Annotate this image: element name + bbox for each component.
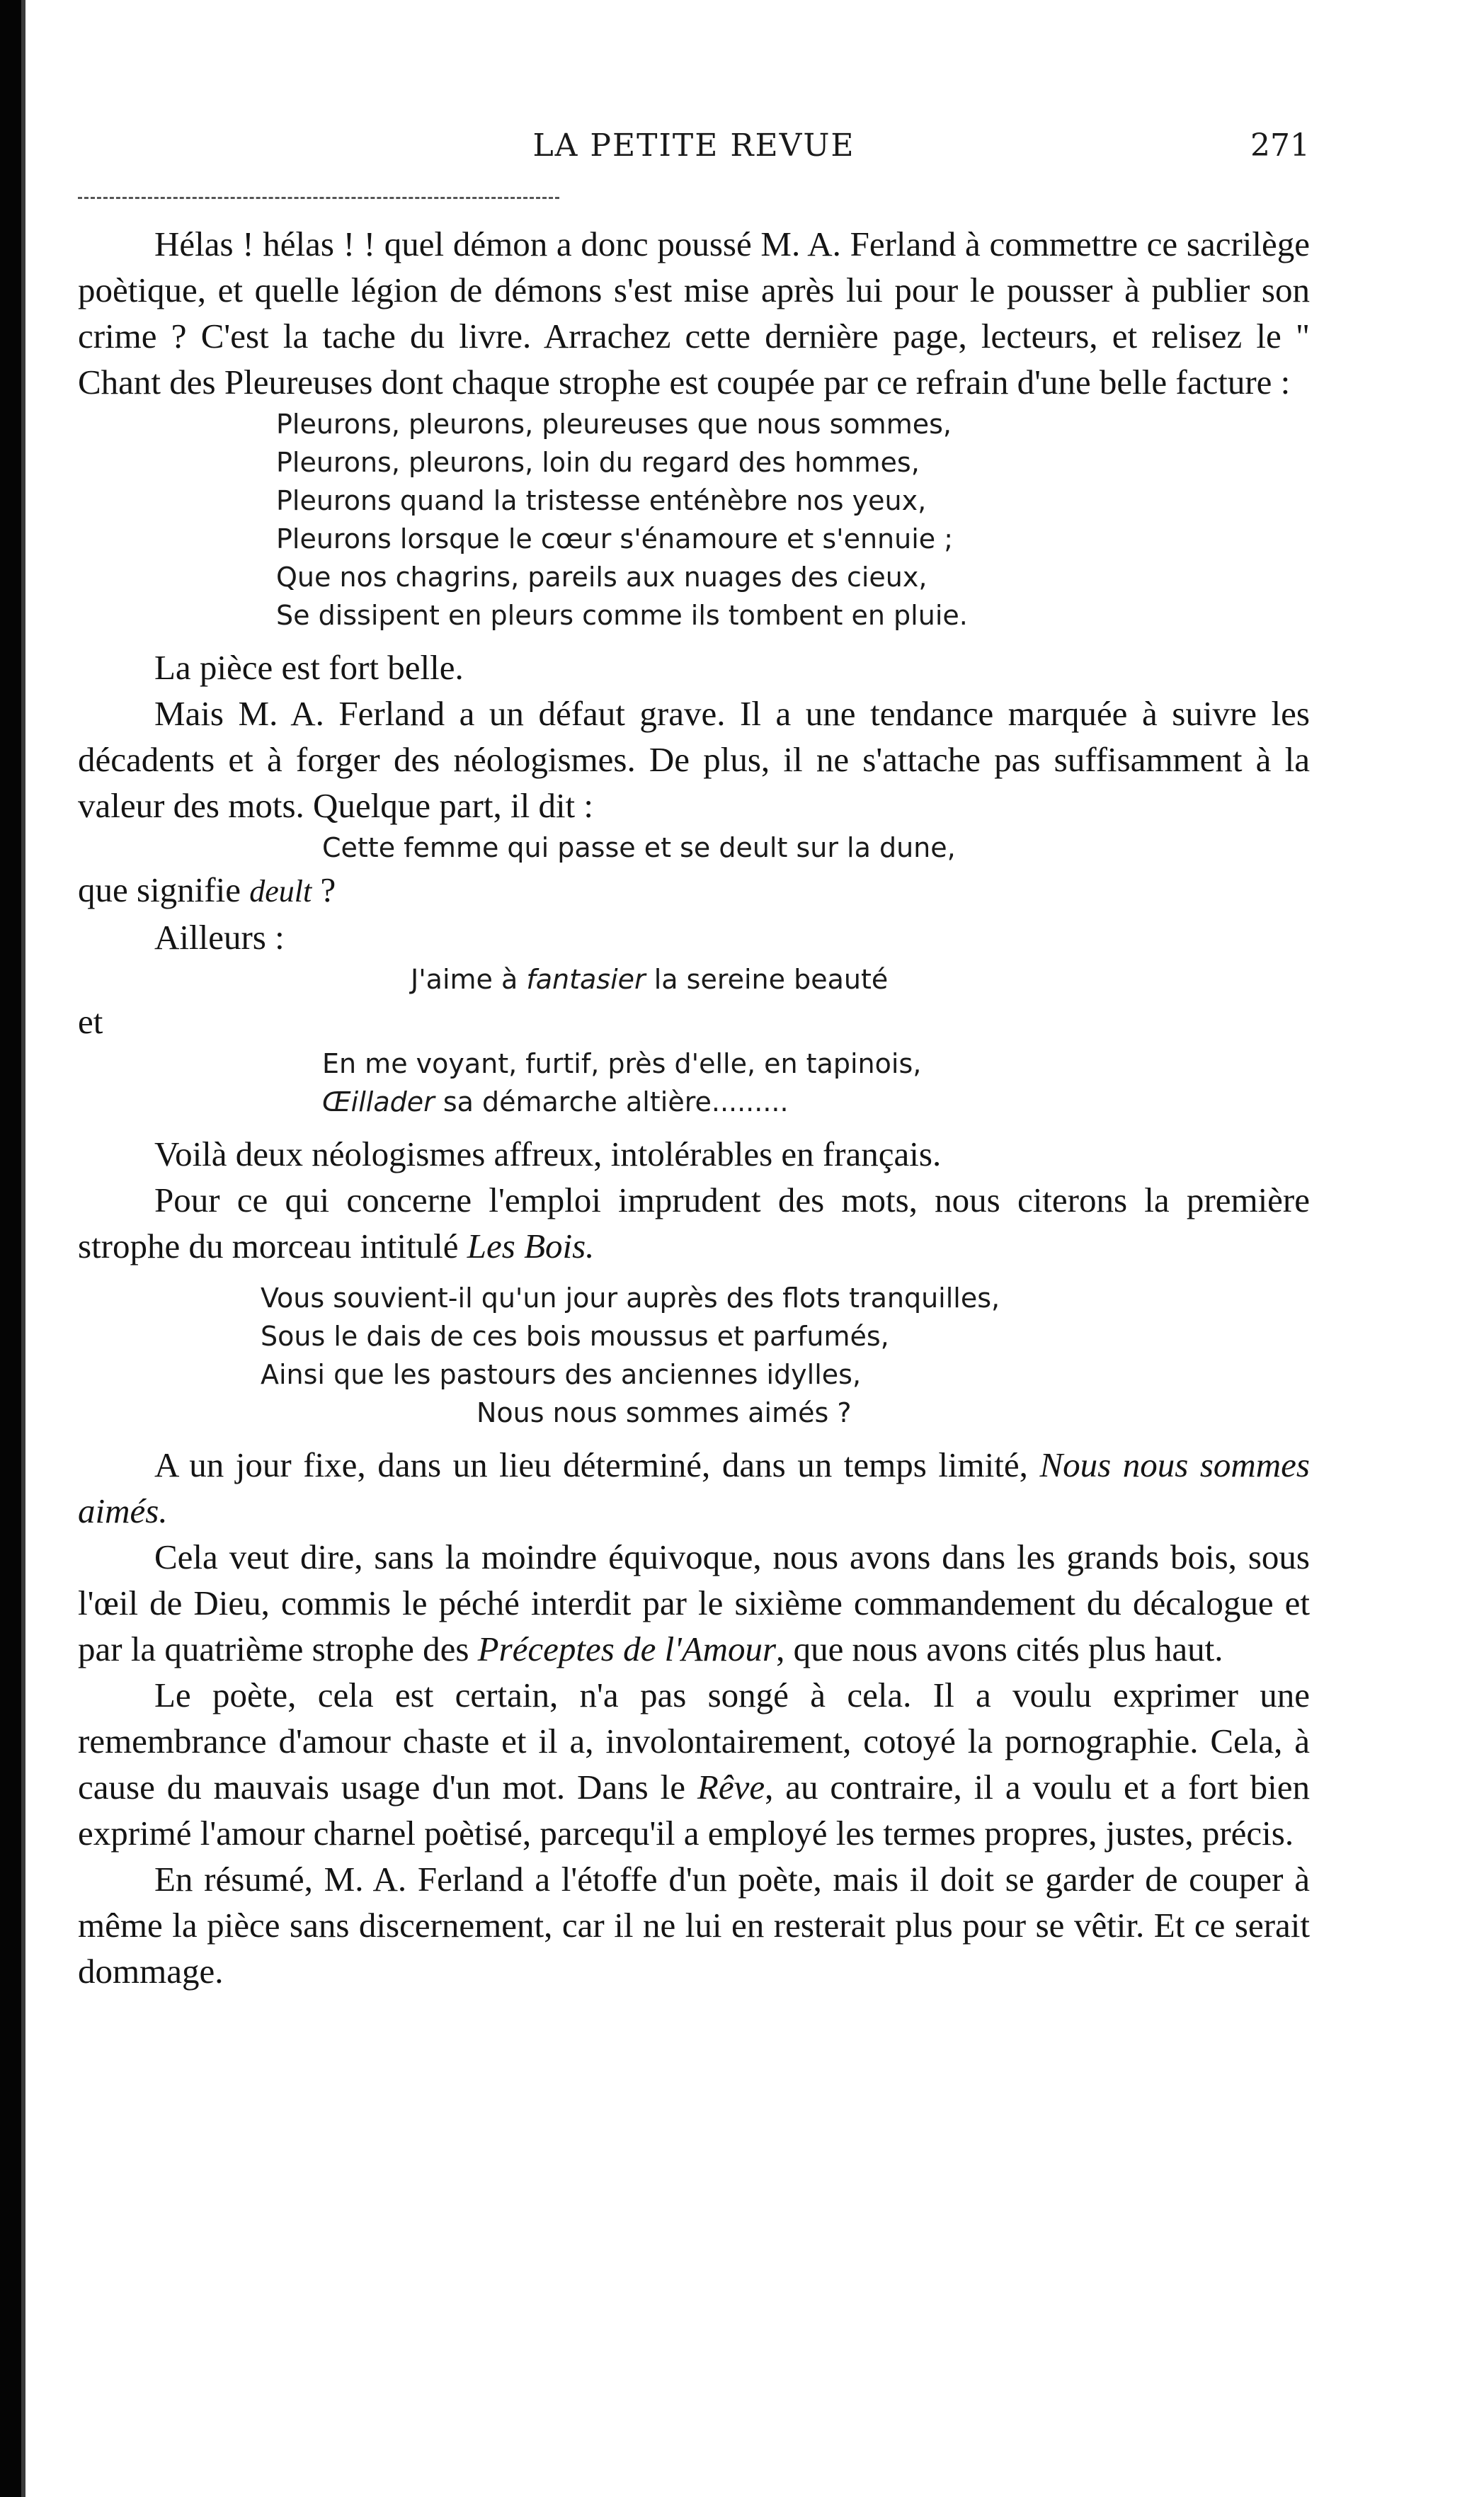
verse-italic: Œillader [322, 1086, 435, 1117]
verse-quote-fantasier [411, 960, 1310, 999]
page-header [78, 127, 1310, 177]
paragraph-10 [78, 1534, 1310, 1672]
paragraph-6: et [78, 1002, 103, 1041]
paragraph-10-italic: Préceptes de l'Amour [477, 1629, 777, 1668]
verse-line: En me voyant, furtif, près d'elle, en tapinois, [322, 1048, 922, 1079]
verse-line: Sous le dais de ces bois moussus et parfumés, [261, 1321, 889, 1352]
running-title: LA PETITE REVUE [532, 127, 855, 164]
verse-refrain [276, 405, 1310, 635]
paragraph-1: Hélas ! hélas ! ! quel démon a donc poussé M. A. Ferland à commettre ce sacrilège poètique, et quelle légion de démons s'est mise après lui pour le pousser à publier son crime ? C'est la tache du livre. Arrachez cette dernière page, lecteurs, et relisez le " Chant des Pleureuses dont chaque strophe est coupée par ce refrain d'une belle facture : [78, 224, 1310, 402]
verse-line: Ainsi que les pastours des anciennes idylles, [261, 1359, 862, 1390]
paragraph-8-text: Pour ce qui concerne l'emploi imprudent des mots, nous citerons la première strophe du morceau intitulé [78, 1181, 1310, 1265]
paragraph-2: La pièce est fort belle. [154, 648, 464, 687]
verse-quote-oeillader [322, 1045, 1310, 1121]
verse-line [411, 960, 1310, 999]
verse-line: Vous souvient-il qu'un jour auprès des flots tranquilles, [261, 1282, 1000, 1314]
paragraph-10-end: , que nous avons cités plus haut. [776, 1629, 1223, 1668]
paragraph-8-italic: Les Bois. [467, 1227, 595, 1265]
paragraph-10-text: Cela veut dire, sans la moindre équivoque, nous avons dans les grands bois, sous l'œil de Dieu, commis le péché interdit par le sixième commandement du décalogue et par la quatrième strophe des [78, 1537, 1310, 1668]
verse-line: Cette femme qui passe et se deult sur la dune, [322, 832, 956, 863]
page-number: 271 [1250, 127, 1310, 164]
paragraph-11-end: , au contraire, il a voulu et a fort bien exprimé l'amour charnel poètisé, parcequ'il a employé les termes propres, justes, précis. [78, 1768, 1311, 1853]
verse-line [322, 1083, 1310, 1121]
page-body [78, 221, 1310, 1994]
paragraph-8 [78, 1177, 1310, 1269]
paragraph-9-italic: Nous nous sommes aimés. [78, 1445, 1311, 1530]
paragraph-7: Voilà deux néologismes affreux, intolérables en français. [154, 1134, 942, 1173]
verse-line: Que nos chagrins, pareils aux nuages des cieux, [276, 562, 928, 593]
verse-text: sa démarche altière......... [434, 1086, 789, 1117]
verse-line: Pleurons quand la tristesse enténèbre nos yeux, [276, 485, 927, 516]
paragraph-11-text: Le poète, cela est certain, n'a pas songé à cela. Il a voulu exprimer une remembrance d'amour chaste et il a, involontairement, cotoyé la pornographie. Cela, à cause du mauvais usage d'un mot. Dans le [78, 1676, 1310, 1807]
paragraph-9-text: A un jour fixe, dans un lieu déterminé, dans un temps limité, [154, 1445, 1040, 1484]
paragraph-11-italic: Rêve [697, 1768, 765, 1807]
verse-text: J'aime à [411, 964, 527, 995]
paragraph-12: En résumé, M. A. Ferland a l'étoffe d'un poète, mais il doit se garder de couper à même la pièce sans discernement, car il ne lui en resterait plus pour se vêtir. Et ce serait dommage. [78, 1860, 1310, 1991]
book-spine-shadow [21, 0, 25, 2497]
verse-line: Pleurons, pleurons, loin du regard des hommes, [276, 447, 920, 478]
verse-line: Nous nous sommes aimés ? [476, 1397, 852, 1428]
paragraph-4 [78, 867, 1310, 914]
verse-quote-deult [322, 829, 1310, 867]
paragraph-4-end: ? [312, 870, 336, 909]
verse-les-bois [261, 1279, 1310, 1432]
paragraph-4-text: que signifie [78, 870, 250, 909]
verse-italic: fantasier [526, 964, 646, 995]
verse-line: Pleurons, pleurons, pleureuses que nous sommes, [276, 409, 952, 440]
paragraph-11 [78, 1672, 1310, 1856]
paragraph-3: Mais M. A. Ferland a un défaut grave. Il a une tendance marquée à suivre les décadents et à forger des néologismes. De plus, il ne s'attache pas suffisamment à la valeur des mots. Quelque part, il dit : [78, 694, 1310, 825]
verse-line: Se dissipent en pleurs comme ils tombent en pluie. [276, 600, 968, 631]
paragraph-5: Ailleurs : [154, 918, 285, 957]
verse-line: Pleurons lorsque le cœur s'énamoure et s'ennuie ; [276, 523, 954, 554]
paragraph-4-italic: deult [249, 874, 312, 909]
verse-text-end: la sereine beauté [645, 964, 889, 995]
section-divider [78, 197, 559, 199]
paragraph-9 [78, 1442, 1310, 1534]
book-spine-edge [0, 0, 21, 2497]
